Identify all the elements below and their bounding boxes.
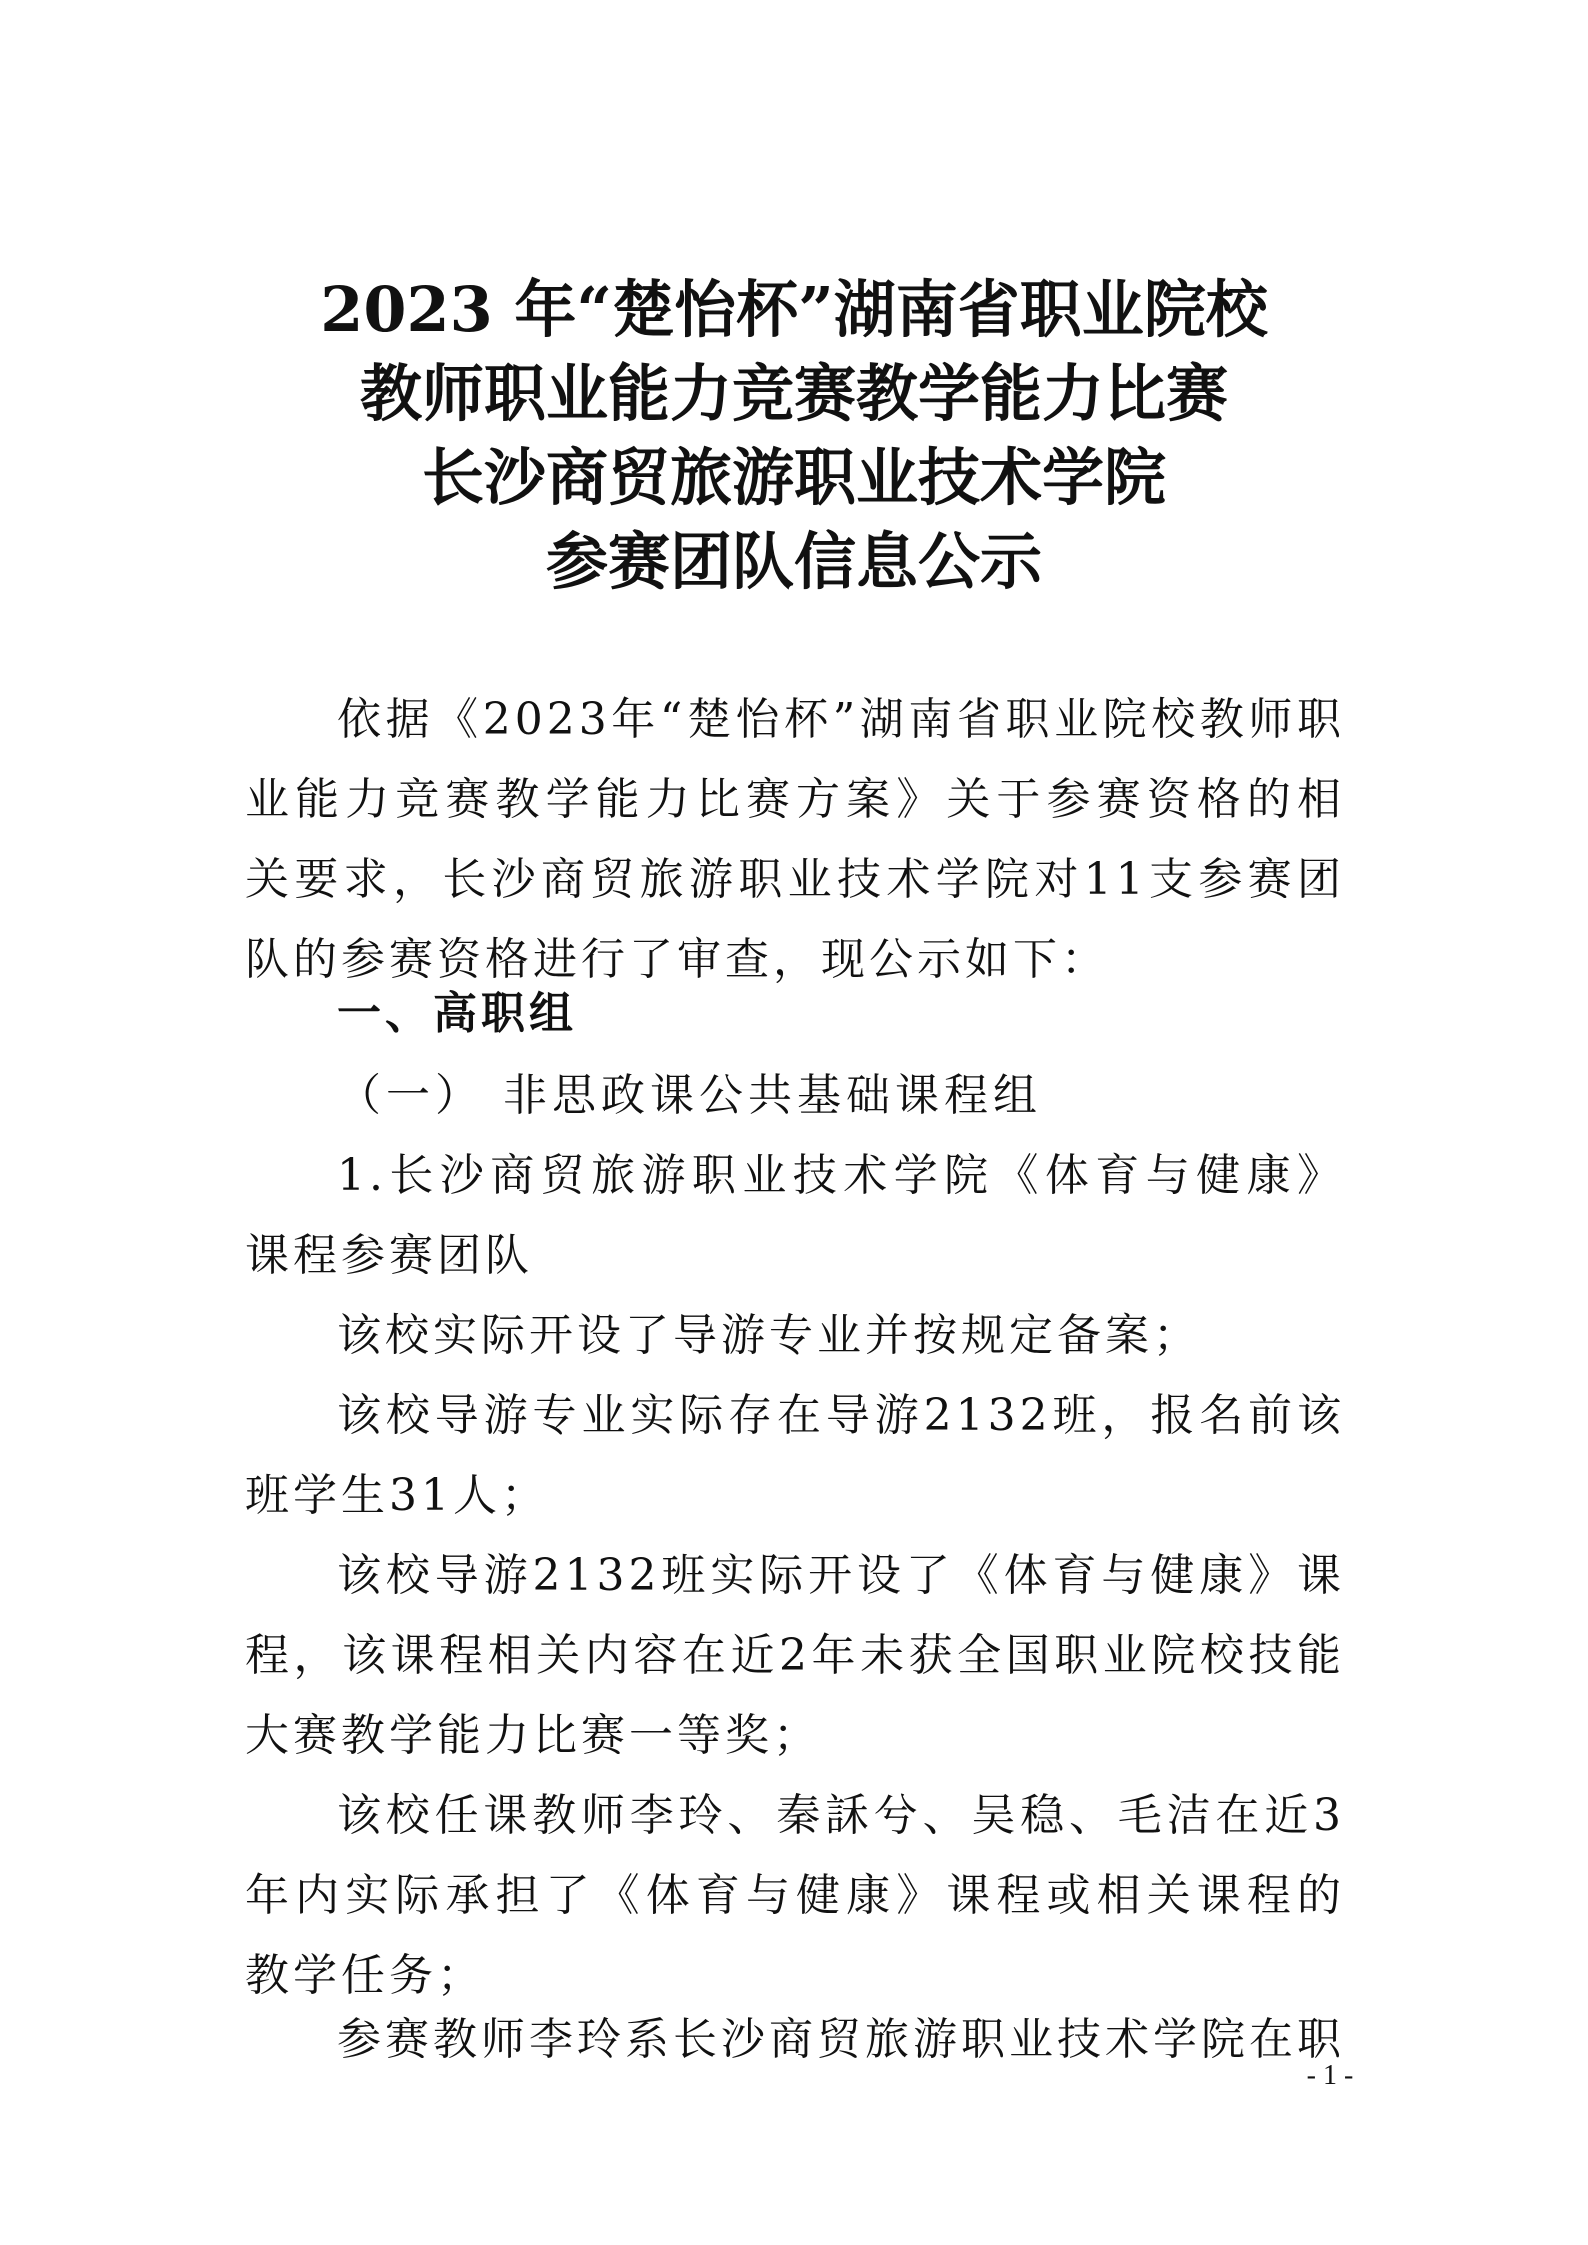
subsection-heading-public-courses: （一） 非思政课公共基础课程组 <box>337 1070 1042 1121</box>
intro-paragraph: 依据《2023年“楚怡杯”湖南省职业院校教师职业能力竞赛教学能力比赛方案》关于参赛资格的相关要求，长沙商贸旅游职业技术学院对11支参赛团队的参赛资格进行了审查，现公示如下： <box>245 694 1345 985</box>
item-1-title: 1.长沙商贸旅游职业技术学院《体育与健康》课程参赛团队 <box>245 1150 1345 1281</box>
title-line-1: 2023 年“楚怡杯”湖南省职业院校 <box>320 273 1268 346</box>
section-heading-higher-vocational: 一、高职组 <box>337 988 577 1039</box>
title-line-4: 参赛团队信息公示 <box>545 525 1042 598</box>
paragraph-major-setup: 该校实际开设了导游专业并按规定备案； <box>337 1310 1201 1361</box>
document-title <box>0 268 1588 604</box>
paragraph-participant: 参赛教师李玲系长沙商贸旅游职业技术学院在职 <box>337 2014 1345 2065</box>
title-line-2: 教师职业能力竞赛教学能力比赛 <box>359 357 1228 430</box>
page-number: - 1 - <box>1306 2060 1354 2091</box>
paragraph-course-info: 该校导游2132班实际开设了《体育与健康》课程，该课程相关内容在近2年未获全国职业院校技能大赛教学能力比赛一等奖； <box>245 1550 1345 1761</box>
paragraph-teachers: 该校任课教师李玲、秦訸兮、吴稳、毛洁在近3年内实际承担了《体育与健康》课程或相关课程的教学任务； <box>245 1790 1345 2001</box>
title-line-3: 长沙商贸旅游职业技术学院 <box>421 441 1166 514</box>
paragraph-class-info: 该校导游专业实际存在导游2132班，报名前该班学生31人； <box>245 1390 1345 1521</box>
